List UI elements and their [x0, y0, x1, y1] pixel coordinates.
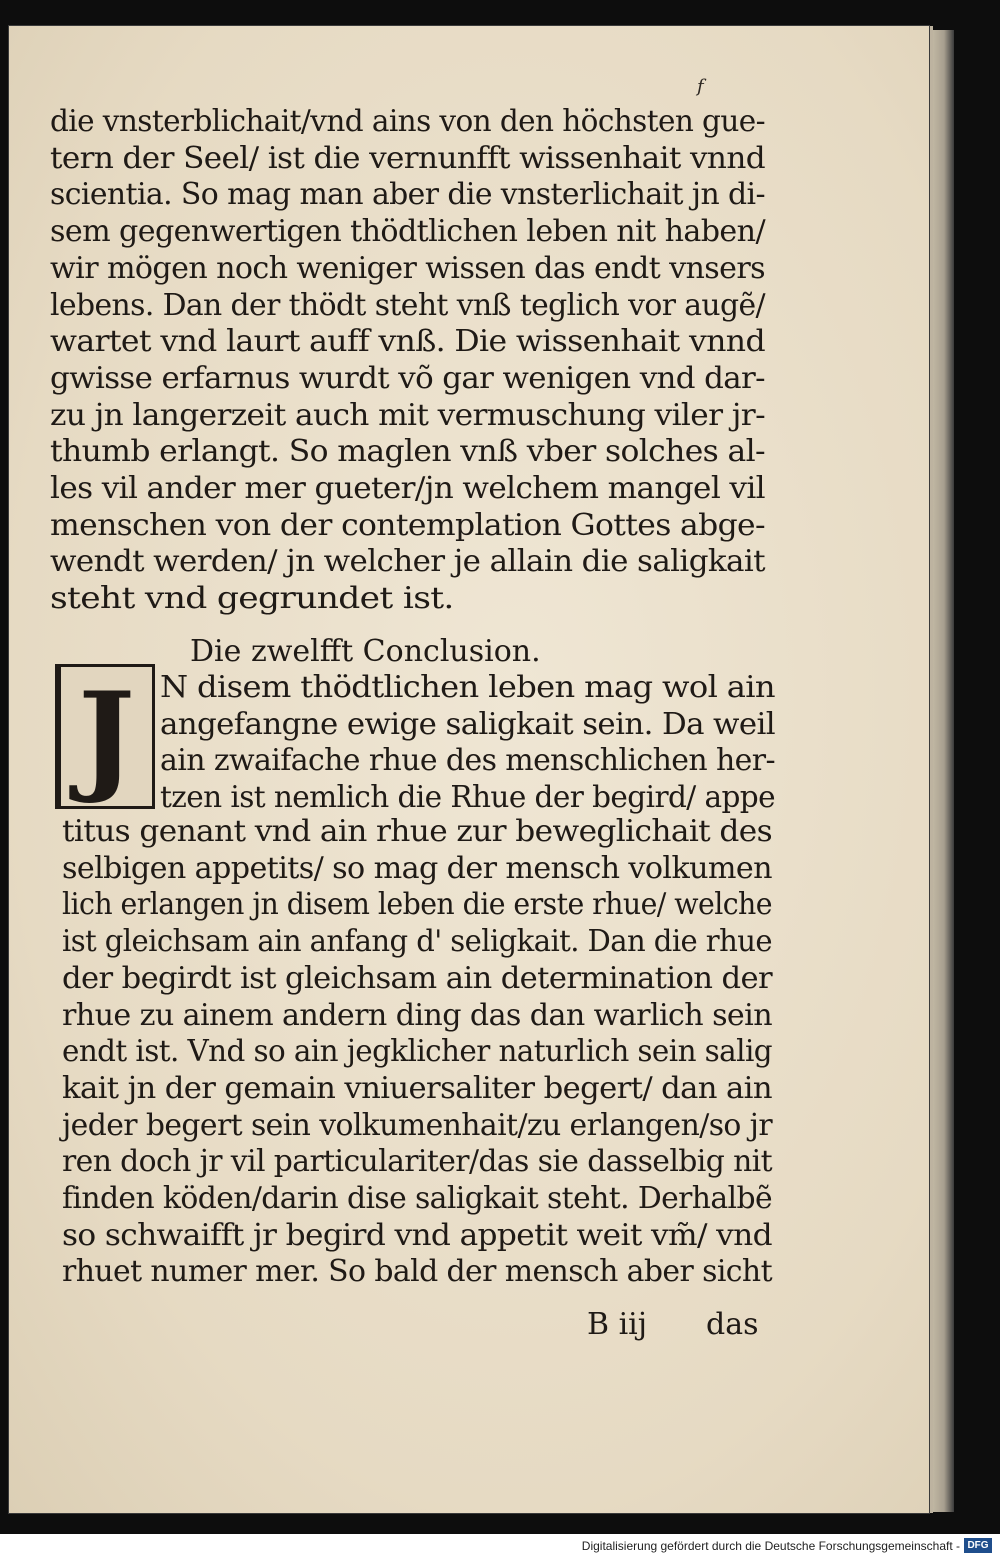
text-line: lebens. Dan der thödt steht vnß teglich vor augẽ/	[50, 287, 765, 323]
text-line: jeder begert sein volkumenhait/zu erlangen/so jr	[62, 1107, 772, 1143]
text-line: wir mögen noch weniger wissen das endt vnsers	[50, 250, 765, 286]
text-line: lich erlangen jn disem leben die erste rhue/ welche	[62, 887, 772, 923]
text-line: so schwaifft jr begird vnd appetit weit vm̃/ vnd	[62, 1217, 772, 1253]
text-line: wendt werden/ jn welcher je allain die saligkait	[50, 544, 765, 580]
text-line: angefangne ewige saligkait sein. Da weil	[160, 706, 776, 742]
page-edge	[929, 30, 954, 1512]
text-line: N disem thödtlichen leben mag wol ain	[160, 670, 775, 705]
footer-bar	[0, 1534, 1000, 1558]
text-line: rhuet numer mer. So bald der mensch aber sicht	[62, 1254, 772, 1290]
text-line: ren doch jr vil particulariter/das sie dasselbig nit	[62, 1144, 772, 1180]
text-line: rhue zu ainem andern ding das dan warlich sein	[62, 997, 772, 1033]
signature-mark: f	[697, 76, 704, 97]
dfg-logo: DFG	[964, 1538, 992, 1553]
text-line: kait jn der gemain vniuersaliter begert/ dan ain	[62, 1070, 773, 1106]
text-line: sem gegenwertigen thödtlichen leben nit haben/	[50, 214, 766, 250]
text-line: finden köden/darin dise saligkait steht. Derhalbẽ	[62, 1181, 772, 1216]
text-line: die vnsterblichait/vnd ains von den höchsten gue-	[50, 104, 765, 139]
text-line: ain zwaifache rhue des menschlichen her-	[160, 743, 775, 779]
text-line: wartet vnd laurt auff vnß. Die wissenhait vnnd	[50, 324, 765, 360]
text-line: ist gleichsam ain anfang d' seligkait. Dan die rhue	[62, 924, 772, 960]
catchword: das	[706, 1307, 759, 1342]
text-line: endt ist. Vnd so ain jegklicher naturlich sein salig	[62, 1034, 772, 1070]
text-line: les vil ander mer gueter/jn welchem mangel vil	[50, 471, 765, 506]
text-line: selbigen appetits/ so mag der mensch volkumen	[62, 850, 772, 886]
text-line: der begirdt ist gleichsam ain determination der	[62, 960, 772, 996]
signature-catch: B iij	[587, 1307, 648, 1342]
text-line: tzen ist nemlich die Rhue der begird/ appe	[160, 780, 775, 816]
text-line: scientia. So mag man aber die vnsterlichait jn di-	[50, 177, 765, 213]
text-line: zu jn langerzeit auch mit vermuschung viler jr-	[50, 397, 765, 433]
text-line: tern der Seel/ ist die vernunfft wissenhait vnnd	[50, 140, 765, 176]
text-line: titus genant vnd ain rhue zur beweglichait des	[62, 814, 772, 849]
decorated-initial: J	[55, 664, 155, 809]
text-line: steht vnd gegrundet ist.	[50, 581, 454, 617]
text-line: gwisse erfarnus wurdt võ gar wenigen vnd dar-	[50, 360, 765, 396]
text-line: menschen von der contemplation Gottes abge-	[50, 507, 765, 543]
footer-credit: Digitalisierung gefördert durch die Deutsche Forschungsgemeinschaft -	[581, 1539, 960, 1553]
text-line: thumb erlangt. So maglen vnß vber solches al-	[50, 434, 765, 470]
section-heading: Die zwelfft Conclusion.	[190, 634, 541, 669]
